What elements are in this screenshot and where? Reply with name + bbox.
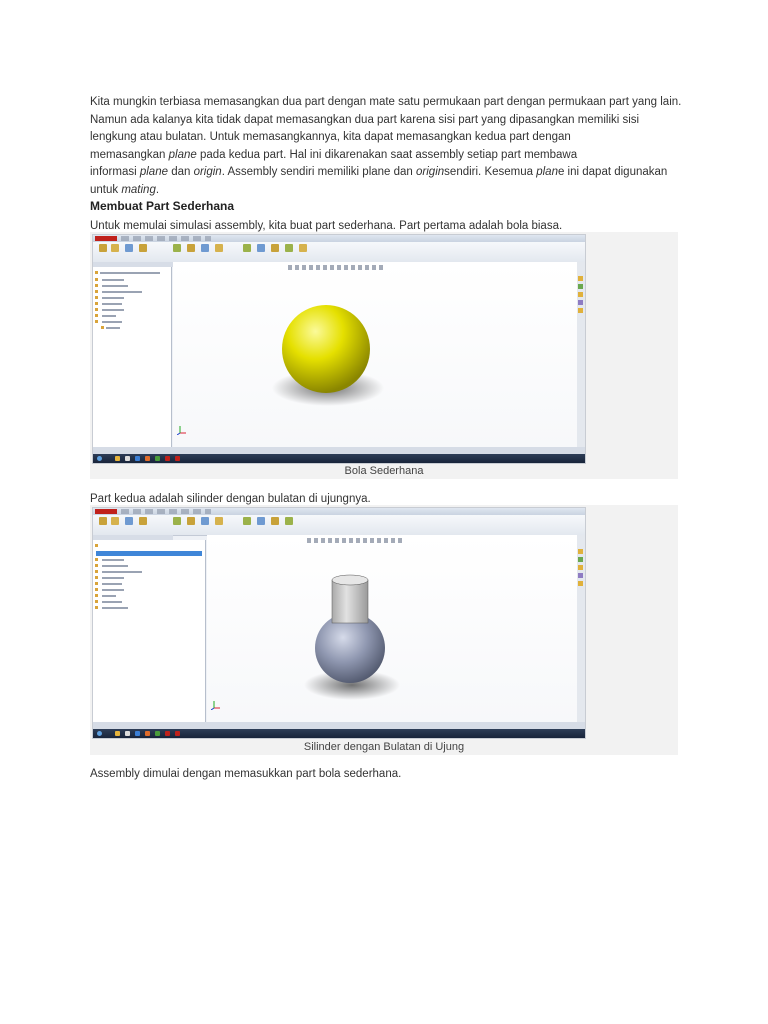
figure-1 xyxy=(90,232,678,479)
status-bar xyxy=(93,722,585,729)
sentence: Untuk memulai simulasi assembly, kita buat part sederhana. Part pertama adalah bola biasa. xyxy=(90,220,563,232)
closing-sentence xyxy=(90,766,690,784)
feature-tree xyxy=(93,267,172,447)
sphere-model xyxy=(173,262,577,447)
app-logo xyxy=(95,509,117,514)
intro-paragraph xyxy=(90,94,690,199)
sentence: Assembly dimulai dengan memasukkan part bola sederhana. xyxy=(90,768,402,780)
cylinder-sphere-model xyxy=(207,535,577,722)
axis-triad-icon xyxy=(177,425,187,435)
menu-bar xyxy=(121,236,211,241)
caption-1: Bola Sederhana xyxy=(344,465,424,477)
paragraph-line: untuk mating. xyxy=(90,183,160,196)
title-bar xyxy=(93,508,585,515)
paragraph-line: informasi plane dan origin. Assembly sendiri memiliki plane dan originsendiri. Kesemua plane ini dapat digunakan xyxy=(90,166,668,178)
windows-taskbar xyxy=(93,454,585,463)
section-heading: Membuat Part Sederhana xyxy=(90,199,235,213)
feature-tree xyxy=(93,540,206,722)
paragraph-line: Kita mungkin terbiasa memasangkan dua part dengan mate satu permukaan part dengan permukaan part yang lain. xyxy=(90,96,682,108)
app-logo xyxy=(95,236,117,241)
paragraph-line: Namun ada kalanya kita tidak dapat memasangkan dua part karena sisi part yang dipasangkan memiliki sisi xyxy=(90,113,640,126)
caption-2: Silinder dengan Bulatan di Ujung xyxy=(303,741,465,753)
windows-taskbar xyxy=(93,729,585,738)
command-ribbon xyxy=(93,242,585,263)
graphics-area[interactable] xyxy=(207,535,577,722)
task-pane xyxy=(577,535,585,722)
screenshot-bola xyxy=(92,234,586,464)
figure-2 xyxy=(90,505,678,755)
status-bar xyxy=(93,447,585,454)
task-pane xyxy=(577,262,585,447)
paragraph-line: memasangkan plane pada kedua part. Hal ini dikarenakan saat assembly setiap part membawa xyxy=(90,148,578,161)
menu-bar xyxy=(121,509,211,514)
graphics-area[interactable] xyxy=(173,262,577,447)
sentence: Part kedua adalah silinder dengan bulatan di ujungnya. xyxy=(90,493,371,505)
paragraph-line: lengkung atau bulatan. Untuk memasangkannya, kita dapat memasangkan kedua part dengan xyxy=(90,131,571,143)
command-ribbon xyxy=(93,515,585,536)
axis-triad-icon xyxy=(211,700,221,710)
title-bar xyxy=(93,235,585,242)
screenshot-silinder xyxy=(92,507,586,739)
